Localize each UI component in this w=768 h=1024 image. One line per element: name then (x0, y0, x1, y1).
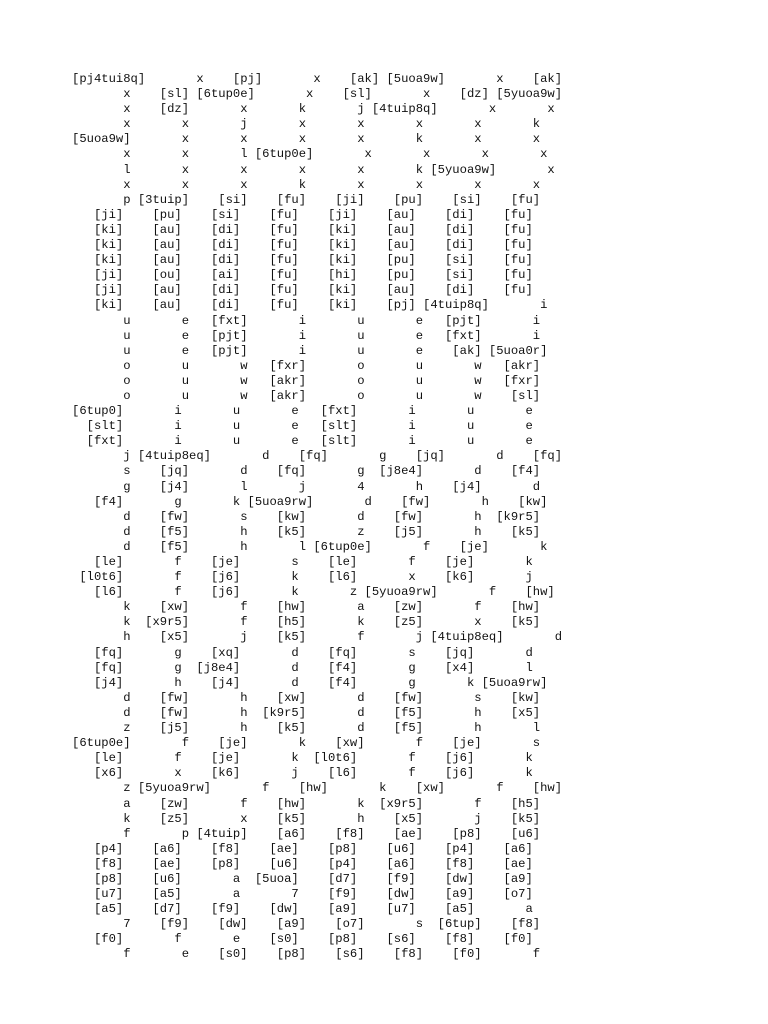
note-line: k [z5] x [k5] h [x5] j [k5] (72, 811, 541, 826)
note-line: a [zw] f [hw] k [x9r5] f [h5] (72, 796, 541, 811)
note-line: d [fw] h [k9r5] d [f5] h [x5] (72, 705, 541, 720)
note-line: [ji] [au] [di] [fu] [ki] [au] [di] [fu] (72, 283, 533, 298)
note-line: z [5yuoa9rw] f [hw] k [xw] f [hw] (72, 781, 563, 796)
note-line: [ji] [ou] [ai] [fu] [hi] [pu] [si] [fu] (72, 268, 533, 283)
note-line: [6tup0] i u e [fxt] i u e (72, 404, 533, 419)
note-line: [a5] [d7] [f9] [dw] [a9] [u7] [a5] a (72, 902, 533, 917)
note-line: g [j4] l j 4 h [j4] d (72, 479, 541, 494)
note-line: d [f5] h l [6tup0e] f [je] k (72, 539, 548, 554)
note-line: [slt] i u e [slt] i u e (72, 419, 533, 434)
note-line: p [3tuip] [si] [fu] [ji] [pu] [si] [fu] (72, 192, 541, 207)
note-line: [ki] [au] [di] [fu] [ki] [au] [di] [fu] (72, 222, 533, 237)
note-line: o u w [fxr] o u w [akr] (72, 358, 541, 373)
note-line: z [j5] h [k5] d [f5] h l (72, 721, 541, 736)
note-sheet (72, 72, 692, 963)
note-line: s [jq] d [fq] g [j8e4] d [f4] (72, 464, 541, 479)
note-line: x x l [6tup0e] x x x x (72, 147, 548, 162)
note-line: [fq] g [j8e4] d [f4] g [x4] l (72, 660, 533, 675)
note-line: [u7] [a5] a 7 [f9] [dw] [a9] [o7] (72, 887, 533, 902)
note-line: u e [pjt] i u e [fxt] i (72, 328, 541, 343)
note-line: j [4tuip8eq] d [fq] g [jq] d [fq] (72, 449, 563, 464)
note-line: [le] f [je] k [l0t6] f [j6] k (72, 751, 533, 766)
note-line: u e [fxt] i u e [pjt] i (72, 313, 541, 328)
note-line: x [dz] x k j [4tuip8q] x x (72, 102, 555, 117)
note-line: [j4] h [j4] d [f4] g k [5uoa9rw] (72, 675, 548, 690)
note-line: k [x9r5] f [h5] k [z5] x [k5] (72, 615, 541, 630)
note-line: [f4] g k [5uoa9rw] d [fw] h [kw] (72, 494, 548, 509)
note-line: [p4] [a6] [f8] [ae] [p8] [u6] [p4] [a6] (72, 841, 533, 856)
note-line: x [sl] [6tup0e] x [sl] x [dz] [5yuoa9w] (72, 87, 563, 102)
note-lines-block (72, 72, 692, 963)
note-line: [p8] [u6] a [5uoa] [d7] [f9] [dw] [a9] (72, 871, 533, 886)
note-line: [f8] [ae] [p8] [u6] [p4] [a6] [f8] [ae] (72, 856, 533, 871)
note-line: 7 [f9] [dw] [a9] [o7] s [6tup] [f8] (72, 917, 541, 932)
note-line: d [fw] s [kw] d [fw] h [k9r5] (72, 509, 541, 524)
note-line: [x6] x [k6] j [l6] f [j6] k (72, 766, 533, 781)
note-line: [le] f [je] s [le] f [je] k (72, 555, 533, 569)
note-line: d [f5] h [k5] z [j5] h [k5] (72, 524, 541, 539)
note-line: f e [s0] [p8] [s6] [f8] [f0] f (72, 947, 541, 962)
note-line: [ki] [au] [di] [fu] [ki] [pu] [si] [fu] (72, 253, 533, 268)
note-line: [f0] f e [s0] [p8] [s6] [f8] [f0] (72, 932, 533, 947)
note-line: d [fw] h [xw] d [fw] s [kw] (72, 690, 541, 705)
note-line: [l6] f [j6] k z [5yuoa9rw] f [hw] (72, 585, 555, 600)
note-line: [ki] [au] [di] [fu] [ki] [pj] [4tuip8q] i (72, 298, 548, 313)
note-line: u e [pjt] i u e [ak] [5uoa0r] (72, 343, 548, 358)
note-line: [fxt] i u e [slt] i u e (72, 434, 533, 449)
note-line: [ji] [pu] [si] [fu] [ji] [au] [di] [fu] (72, 207, 533, 222)
note-line: [6tup0e] f [je] k [xw] f [je] s (72, 736, 541, 751)
note-line: [pj4tui8q] x [pj] x [ak] [5uoa9w] x [ak] (72, 72, 563, 86)
note-line: f p [4tuip] [a6] [f8] [ae] [p8] [u6] (72, 826, 541, 841)
note-line: x x j x x x x k (72, 117, 541, 132)
note-line: x x x k x x x x (72, 177, 541, 192)
note-line: [5uoa9w] x x x x k x x (72, 132, 541, 147)
note-line: [l0t6] f [j6] k [l6] x [k6] j (72, 570, 533, 585)
note-line: k [xw] f [hw] a [zw] f [hw] (72, 600, 541, 615)
note-line: [ki] [au] [di] [fu] [ki] [au] [di] [fu] (72, 238, 533, 253)
note-line: o u w [akr] o u w [sl] (72, 388, 541, 403)
note-line: o u w [akr] o u w [fxr] (72, 373, 541, 388)
note-line: l x x x x k [5yuoa9w] x (72, 162, 555, 177)
note-line: h [x5] j [k5] f j [4tuip8eq] d (72, 630, 563, 645)
note-line: [fq] g [xq] d [fq] s [jq] d (72, 645, 533, 660)
